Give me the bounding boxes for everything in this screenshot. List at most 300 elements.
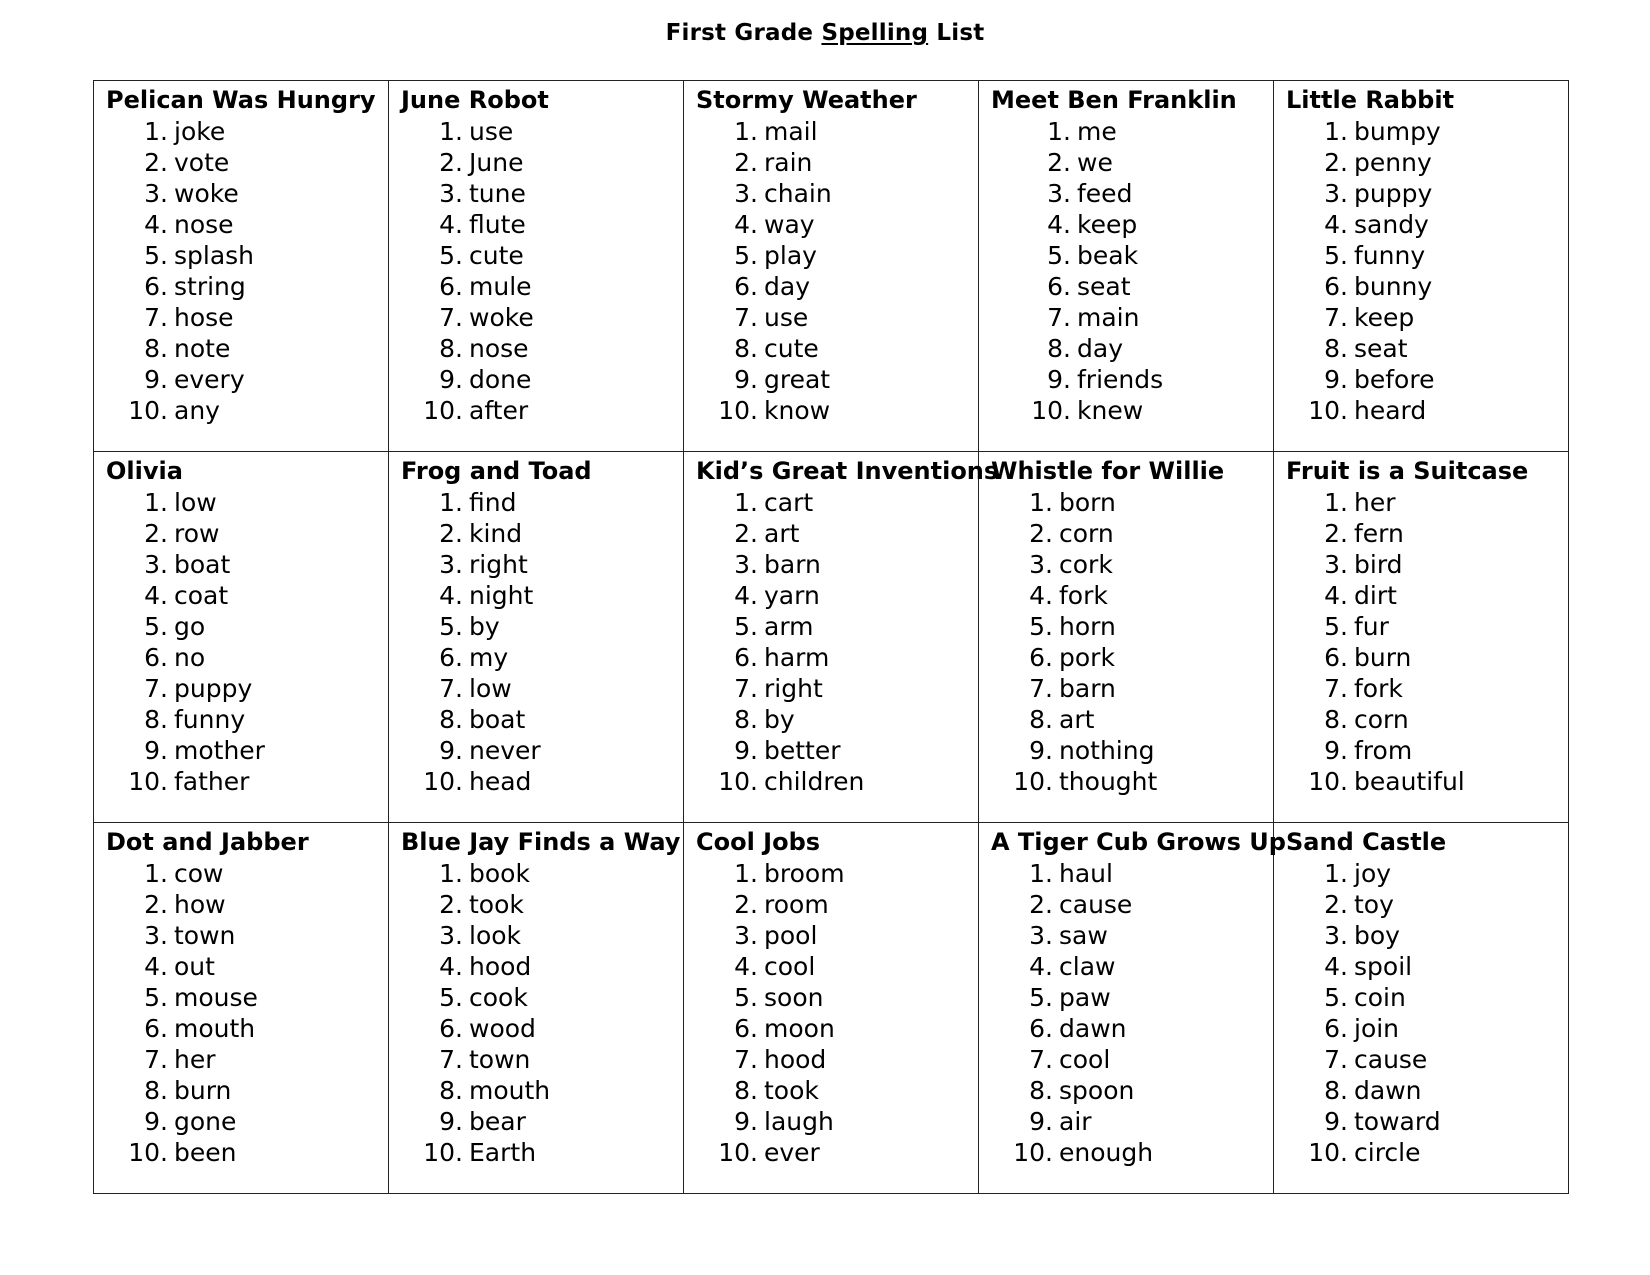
item-number: 3. [734,921,758,950]
item-number: 10. [128,767,168,796]
unit-title: Frog and Toad [401,457,592,485]
word-list-item [991,704,1273,735]
spelling-word: boat [174,550,231,579]
unit-block [684,823,978,1168]
item-number: 9. [144,1107,168,1136]
spelling-word: joke [174,117,226,146]
spelling-word: done [469,365,532,394]
item-number: 7. [144,303,168,332]
unit-title: Little Rabbit [1286,86,1455,114]
word-list-item [401,1013,683,1044]
item-number: 8. [1324,705,1348,734]
item-number: 8. [1029,705,1053,734]
item-number: 7. [1324,303,1348,332]
word-list-item [106,858,388,889]
unit-title: Dot and Jabber [106,828,309,856]
word-list-item [1286,1044,1568,1075]
word-list-item [991,951,1273,982]
item-number: 3. [1324,550,1348,579]
word-list-item [106,1013,388,1044]
spelling-word: burn [1354,643,1412,672]
item-number: 9. [439,1107,463,1136]
word-list-item [991,580,1273,611]
item-number: 2. [144,519,168,548]
item-number: 7. [1324,674,1348,703]
word-list-item [1286,1106,1568,1137]
word-list-item [696,611,978,642]
spelling-word: took [469,890,524,919]
unit-block [979,823,1286,1168]
spelling-word: keep [1354,303,1415,332]
word-list-item [696,1013,978,1044]
item-number: 10. [1308,767,1348,796]
spelling-word: laugh [764,1107,834,1136]
unit-title: June Robot [401,86,549,114]
word-list-item [401,147,683,178]
item-number: 7. [439,1045,463,1074]
spelling-word: hood [469,952,532,981]
word-list-item [696,673,978,704]
spelling-word: penny [1354,148,1432,177]
word-list-item [106,1075,388,1106]
item-number: 10. [128,396,168,425]
item-number: 4. [1029,952,1053,981]
spelling-word: hood [764,1045,827,1074]
word-list-item [106,271,388,302]
word-list-item [1286,178,1568,209]
item-number: 6. [1047,272,1071,301]
unit-block [979,452,1273,797]
spelling-word: hose [174,303,234,332]
word-list-item [696,766,978,797]
spelling-word: cow [174,859,224,888]
word-list-item [696,116,978,147]
word-list [991,487,1273,797]
item-number: 7. [1324,1045,1348,1074]
unit-block [389,823,683,1168]
unit-block [1274,81,1568,426]
item-number: 4. [144,581,168,610]
word-list-item [696,704,978,735]
word-list-item [991,487,1273,518]
word-list-item [401,673,683,704]
item-number: 8. [1324,1076,1348,1105]
item-number: 9. [734,736,758,765]
item-number: 8. [439,1076,463,1105]
spelling-word: after [469,396,529,425]
spelling-word: string [174,272,246,301]
item-number: 7. [144,674,168,703]
item-number: 7. [439,674,463,703]
spelling-word: bunny [1354,272,1433,301]
spelling-word: cork [1059,550,1113,579]
spelling-word: spoon [1059,1076,1135,1105]
item-number: 6. [439,272,463,301]
spelling-word: art [1059,705,1095,734]
word-list-item [401,704,683,735]
word-list-item [696,395,978,426]
item-number: 6. [1029,643,1053,672]
spelling-word: cook [469,983,528,1012]
spelling-word: woke [174,179,239,208]
unit-title: Fruit is a Suitcase [1286,457,1529,485]
spelling-word: know [764,396,831,425]
spelling-word: thought [1059,767,1158,796]
unit-cell [684,823,979,1194]
item-number: 6. [1324,272,1348,301]
word-list-item [401,240,683,271]
unit-block [94,81,388,426]
spelling-word: burn [174,1076,232,1105]
item-number: 1. [144,488,168,517]
word-list-item [991,395,1273,426]
spelling-word: nose [469,334,529,363]
item-number: 6. [734,643,758,672]
word-list-item [696,178,978,209]
spelling-word: mother [174,736,265,765]
spelling-word: room [764,890,829,919]
unit-title: Meet Ben Franklin [991,86,1237,114]
item-number: 2. [144,890,168,919]
word-list-item [106,302,388,333]
spelling-word: claw [1059,952,1116,981]
item-number: 10. [423,1138,463,1167]
word-list-item [106,673,388,704]
page-title [0,20,1650,46]
spelling-word: cause [1354,1045,1428,1074]
word-list-item [1286,116,1568,147]
word-list-item [991,240,1273,271]
unit-cell [979,452,1274,823]
spelling-word: use [469,117,514,146]
spelling-word: how [174,890,226,919]
item-number: 5. [734,241,758,270]
spelling-word: sandy [1354,210,1429,239]
item-number: 4. [734,581,758,610]
word-list-item [696,147,978,178]
word-list-item [106,766,388,797]
spelling-word: my [469,643,509,672]
spelling-word: puppy [1354,179,1433,208]
item-number: 4. [439,952,463,981]
spelling-word: better [764,736,841,765]
word-list-item [696,580,978,611]
spelling-word: chain [764,179,832,208]
item-number: 6. [1324,1014,1348,1043]
spelling-word: moon [764,1014,835,1043]
spelling-word: bumpy [1354,117,1441,146]
word-list [1286,858,1568,1168]
title-prefix: First Grade [665,20,814,46]
item-number: 1. [734,488,758,517]
word-list-item [991,1137,1273,1168]
spelling-word: father [174,767,250,796]
item-number: 3. [144,179,168,208]
spelling-word: never [469,736,541,765]
spelling-word: look [469,921,522,950]
item-number: 8. [144,334,168,363]
item-number: 3. [1029,921,1053,950]
word-list-item [991,364,1273,395]
unit-title: Sand Castle [1286,828,1447,856]
spelling-word: bird [1354,550,1403,579]
word-list-item [401,487,683,518]
item-number: 3. [1324,179,1348,208]
item-number: 10. [1308,1138,1348,1167]
word-list [1286,487,1568,797]
unit-block [684,452,999,797]
spelling-word: row [174,519,220,548]
spelling-word: cute [764,334,819,363]
word-list-item [106,395,388,426]
word-list-item [1286,889,1568,920]
item-number: 2. [144,148,168,177]
item-number: 9. [1029,1107,1053,1136]
item-number: 9. [1029,736,1053,765]
spelling-word: haul [1059,859,1113,888]
spelling-word: head [469,767,532,796]
spelling-word: right [764,674,823,703]
word-list-item [401,611,683,642]
spelling-word: fur [1354,612,1389,641]
word-list-item [401,982,683,1013]
word-list-item [696,982,978,1013]
item-number: 9. [734,365,758,394]
item-number: 7. [1029,674,1053,703]
item-number: 3. [734,550,758,579]
item-number: 7. [1047,303,1071,332]
spelling-word: by [469,612,500,641]
word-list-item [106,580,388,611]
item-number: 3. [1047,179,1071,208]
spelling-word: play [764,241,817,270]
word-list-item [991,982,1273,1013]
spelling-word: joy [1354,859,1392,888]
item-number: 1. [1324,488,1348,517]
word-list-item [401,364,683,395]
item-number: 7. [734,674,758,703]
spelling-word: day [764,272,810,301]
word-list-item [106,611,388,642]
item-number: 5. [1029,983,1053,1012]
item-number: 10. [718,396,758,425]
item-number: 4. [1324,581,1348,610]
word-list-item [1286,735,1568,766]
spelling-word: feed [1077,179,1133,208]
item-number: 9. [1324,1107,1348,1136]
spelling-word: by [764,705,795,734]
spelling-word: pork [1059,643,1115,672]
word-list-item [696,1137,978,1168]
spelling-word: saw [1059,921,1108,950]
item-number: 5. [144,612,168,641]
word-list-item [106,116,388,147]
spelling-word: paw [1059,983,1111,1012]
spelling-word: June [469,148,524,177]
spelling-word: boy [1354,921,1400,950]
word-list-item [991,333,1273,364]
word-list [106,487,388,797]
item-number: 6. [1324,643,1348,672]
word-list-item [991,1013,1273,1044]
spelling-word: pool [764,921,818,950]
item-number: 5. [1324,612,1348,641]
grid-row [94,81,1569,452]
word-list-item [696,1075,978,1106]
item-number: 8. [734,1076,758,1105]
spelling-word: flute [469,210,526,239]
word-list-item [1286,302,1568,333]
item-number: 3. [439,921,463,950]
word-list-item [401,302,683,333]
spelling-word: fork [1354,674,1403,703]
item-number: 8. [734,705,758,734]
item-number: 2. [439,890,463,919]
item-number: 4. [1029,581,1053,610]
unit-block [1274,452,1568,797]
spelling-word: beak [1077,241,1139,270]
word-list-item [696,240,978,271]
item-number: 2. [1029,890,1053,919]
unit-cell [684,452,999,823]
item-number: 5. [1047,241,1071,270]
word-list [401,116,683,426]
item-number: 10. [1308,396,1348,425]
item-number: 4. [1324,952,1348,981]
item-number: 3. [439,550,463,579]
item-number: 1. [439,117,463,146]
word-list [1286,116,1568,426]
item-number: 8. [144,1076,168,1105]
item-number: 5. [1324,983,1348,1012]
word-list-item [106,642,388,673]
unit-title: Whistle for Willie [991,457,1225,485]
unit-cell [94,823,389,1194]
word-list-item [106,1044,388,1075]
word-list-item [991,209,1273,240]
spelling-word: circle [1354,1138,1421,1167]
spelling-word: funny [1354,241,1426,270]
item-number: 1. [1324,859,1348,888]
word-list-item [401,178,683,209]
item-number: 6. [144,272,168,301]
spelling-word: boat [469,705,526,734]
spelling-word: seat [1354,334,1408,363]
spelling-word: cute [469,241,524,270]
word-list-item [991,549,1273,580]
word-list-item [696,364,978,395]
spelling-word: spoil [1354,952,1413,981]
item-number: 1. [1047,117,1071,146]
spelling-word: yarn [764,581,820,610]
spelling-word: ever [764,1138,820,1167]
item-number: 5. [144,983,168,1012]
item-number: 10. [1013,1138,1053,1167]
item-number: 1. [1029,859,1053,888]
word-list-item [991,889,1273,920]
spelling-word: cart [764,488,814,517]
spelling-word: children [764,767,865,796]
grid-row [94,452,1569,823]
spelling-word: vote [174,148,230,177]
spelling-word: any [174,396,220,425]
word-list-item [1286,364,1568,395]
word-list-item [401,920,683,951]
spelling-word: note [174,334,231,363]
spelling-word: every [174,365,245,394]
unit-cell [1274,81,1569,452]
word-list-item [401,116,683,147]
word-list-item [401,766,683,797]
word-list-item [696,889,978,920]
word-list-item [401,1075,683,1106]
spelling-word: dawn [1354,1076,1422,1105]
item-number: 10. [718,1138,758,1167]
spelling-word: no [174,643,206,672]
item-number: 9. [734,1107,758,1136]
item-number: 4. [1324,210,1348,239]
word-list-item [991,735,1273,766]
word-list-item [696,735,978,766]
word-list-item [1286,920,1568,951]
spelling-word: coat [174,581,229,610]
spelling-word: knew [1077,396,1144,425]
spelling-word: town [174,921,236,950]
item-number: 6. [144,643,168,672]
spelling-word: find [469,488,517,517]
word-list [696,116,978,426]
word-list-item [1286,611,1568,642]
item-number: 9. [439,365,463,394]
item-number: 3. [1029,550,1053,579]
word-list-item [401,735,683,766]
word-list-item [696,642,978,673]
word-list-item [1286,1137,1568,1168]
spelling-word: mouth [469,1076,551,1105]
spelling-word: rain [764,148,813,177]
word-list-item [401,549,683,580]
word-list-item [106,1106,388,1137]
item-number: 1. [144,117,168,146]
spelling-word: beautiful [1354,767,1465,796]
word-list-item [106,951,388,982]
item-number: 1. [1029,488,1053,517]
spelling-word: heard [1354,396,1427,425]
word-list-item [1286,858,1568,889]
word-list-item [106,240,388,271]
item-number: 4. [439,581,463,610]
spelling-word: art [764,519,800,548]
spelling-word: air [1059,1107,1092,1136]
unit-cell [979,81,1274,452]
item-number: 6. [144,1014,168,1043]
word-list-item [401,889,683,920]
word-list [106,116,388,426]
word-list-item [991,858,1273,889]
spelling-word: main [1077,303,1140,332]
item-number: 6. [734,272,758,301]
item-number: 5. [439,983,463,1012]
item-number: 8. [734,334,758,363]
item-number: 9. [1324,365,1348,394]
unit-block [389,452,683,797]
word-list [401,487,683,797]
item-number: 2. [439,519,463,548]
spelling-word: we [1077,148,1113,177]
spelling-word: town [469,1045,531,1074]
word-list-item [696,951,978,982]
word-list-item [696,858,978,889]
